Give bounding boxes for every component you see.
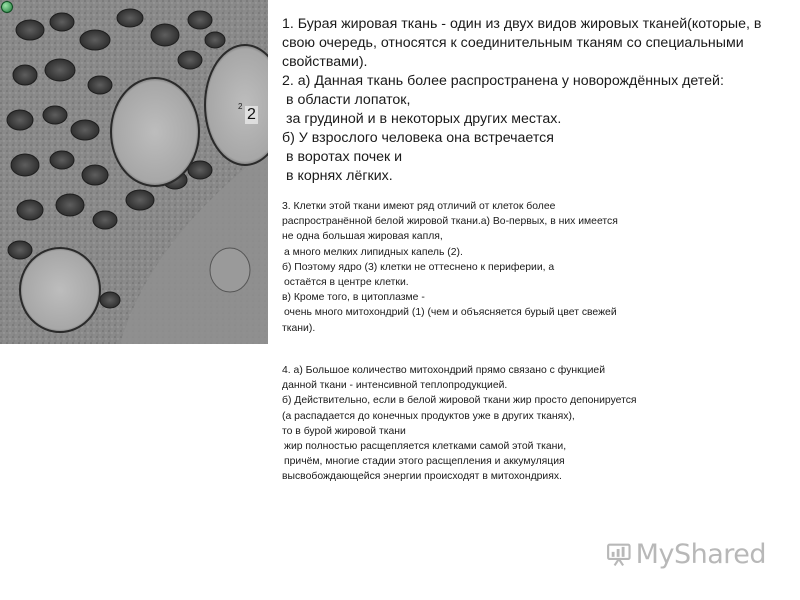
paragraph-2: 2. а) Данная ткань более распространена у новорождённых детей:: [282, 73, 724, 89]
myshared-logo-text: MyShared: [635, 538, 766, 570]
section-3-line: а много мелких липидных капель (2).: [284, 246, 463, 258]
paragraph-2-line-1: в области лопаток,: [286, 92, 411, 108]
section-4-line: (а распадается до конечных продуктов уже в других тканях),: [282, 410, 575, 422]
section-4-line: б) Действительно, если в белой жировой ткани жир просто депонируется: [282, 395, 637, 407]
micrograph-image: [0, 0, 268, 344]
section-3-text-block: [282, 199, 702, 336]
section-3-line: б) Поэтому ядро (3) клетки не оттеснено к периферии, а: [282, 261, 555, 273]
section-4-line: 4. а) Большое количество митохондрий прямо связано с функцией: [282, 365, 606, 376]
section-4-line: жир полностью расщепляется клетками самой этой ткани,: [284, 441, 567, 453]
section-3-line: не одна большая жировая капля,: [282, 231, 443, 243]
section-4-line: причём, многие стадии этого расщепления и аккумуляция: [284, 456, 565, 468]
presentation-icon: [606, 536, 632, 572]
section-4-line: данной ткани - интенсивной теплопродукцией.: [282, 380, 508, 392]
micrograph-label-droplet: 2: [247, 106, 256, 123]
section-3-line: остаётся в центре клетки.: [284, 277, 409, 289]
paragraph-3-line-1: в воротах почек и: [286, 149, 403, 165]
section-3-line: в) Кроме того, в цитоплазме -: [282, 292, 425, 304]
micrograph-label-small: 2: [238, 102, 243, 111]
section-4-line: то в бурой жировой ткани: [282, 425, 406, 437]
intro-text-block: [282, 15, 798, 186]
section-4-line: высвобождающейся энергии происходят в митохондриях.: [282, 471, 562, 483]
section-3-line: 3. Клетки этой ткани имеют ряд отличий от клеток более: [282, 201, 556, 212]
paragraph-3-line-2: в корнях лёгких.: [286, 168, 393, 184]
paragraph-3: б) У взрослого человека она встречается: [282, 130, 554, 146]
section-3-line: очень много митохондрий (1) (чем и объясняется бурый цвет свежей: [284, 307, 617, 319]
micrograph-drawing: [0, 0, 268, 344]
section-3-line: ткани).: [282, 322, 316, 334]
corner-marker-icon: [1, 1, 13, 13]
paragraph-2-line-2: за грудиной и в некоторых других местах.: [286, 111, 562, 127]
paragraph-1: 1. Бурая жировая ткань - один из двух видов жировых тканей(которые, в свою очередь, относятся к соединительным тканям со специальными свойствами).: [282, 16, 762, 70]
section-4-text-block: [282, 363, 722, 485]
myshared-logo: [606, 534, 766, 574]
section-3-line: распространённой белой жировой ткани.а) Во-первых, в них имеется: [282, 216, 618, 228]
